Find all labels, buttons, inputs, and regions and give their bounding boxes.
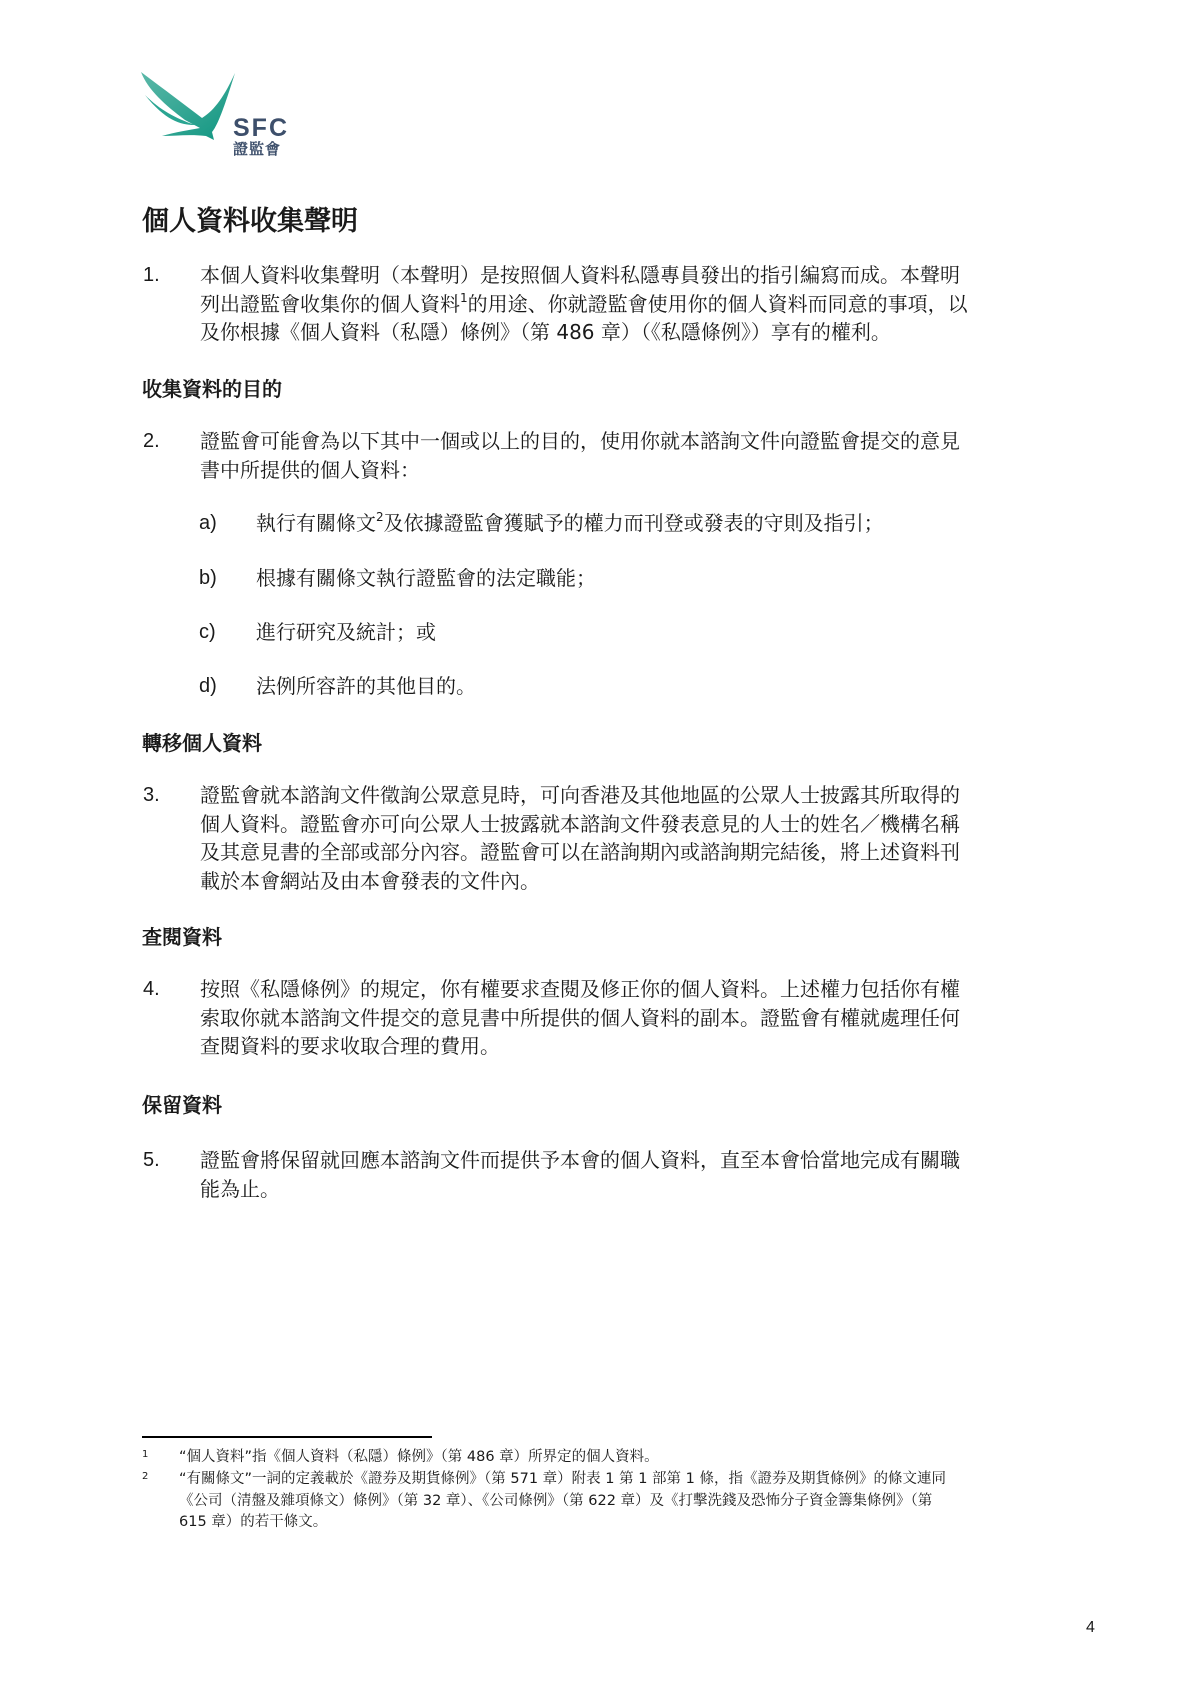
section-heading: 查閱資料 bbox=[142, 925, 222, 949]
footnote-ref[interactable]: 1 bbox=[460, 290, 468, 305]
footnote-1 bbox=[142, 1447, 1042, 1469]
paragraph-line: 查閱資料的要求收取合理的費用。 bbox=[200, 1034, 500, 1058]
paragraph-line: 及你根據《個人資料（私隱）條例》（第 486 章）（《私隱條例》）享有的權利。 bbox=[200, 320, 891, 344]
text-segment: 及依據證監會獲賦予的權力而刊登或發表的守則及指引； bbox=[383, 511, 884, 535]
paragraph-line: 個人資料。證監會亦可向公眾人士披露就本諮詢文件發表意見的人士的姓名／機構名稱 bbox=[200, 811, 960, 836]
item-text: 進行研究及統計；或 bbox=[256, 620, 436, 644]
item-label: c) bbox=[199, 621, 216, 643]
footnote-number: 2 bbox=[142, 1471, 149, 1482]
paragraph-2 bbox=[143, 427, 1043, 484]
footnote-line: “有關條文”一詞的定義載於《證券及期貨條例》（第 571 章）附表 1 第 1 部第 1 條，指《證券及期貨條例》的條文連同 bbox=[179, 1471, 946, 1487]
footnote-divider bbox=[142, 1436, 432, 1438]
page-title: 個人資料收集聲明 bbox=[142, 206, 358, 237]
item-text: 根據有關條文執行證監會的法定職能； bbox=[256, 566, 596, 590]
purpose-item-b bbox=[199, 564, 596, 592]
paragraph-number: 5. bbox=[143, 1149, 160, 1171]
section-heading: 保留資料 bbox=[142, 1093, 222, 1117]
purpose-item-a bbox=[199, 509, 884, 537]
item-label: b) bbox=[199, 567, 217, 589]
section-heading: 收集資料的目的 bbox=[142, 377, 282, 401]
footnote-line: “個人資料”指《個人資料（私隱）條例》（第 486 章）所界定的個人資料。 bbox=[179, 1449, 659, 1465]
purpose-item-d bbox=[199, 672, 476, 700]
paragraph-line bbox=[200, 290, 1043, 319]
paragraph-line: 證監會就本諮詢文件徵詢公眾意見時，可向香港及其他地區的公眾人士披露其所取得的 bbox=[200, 783, 960, 807]
paragraph-number: 2. bbox=[143, 430, 160, 452]
paragraph-line: 及其意見書的全部或部分內容。證監會可以在諮詢期內或諮詢期完結後，將上述資料刊 bbox=[200, 840, 960, 864]
logo-chinese-text: 證監會 bbox=[233, 141, 282, 158]
paragraph-number: 4. bbox=[143, 978, 160, 1000]
paragraph-3 bbox=[143, 781, 1043, 895]
paragraph-4 bbox=[143, 975, 1043, 1061]
section-heading: 轉移個人資料 bbox=[142, 731, 262, 755]
paragraph-line: 本個人資料收集聲明（本聲明）是按照個人資料私隱專員發出的指引編寫而成。本聲明 bbox=[200, 263, 960, 287]
logo-sfc-text: SFC bbox=[233, 114, 289, 142]
paragraph-line: 載於本會網站及由本會發表的文件內。 bbox=[200, 868, 540, 893]
eagle-logo-icon bbox=[140, 70, 235, 145]
item-label: d) bbox=[199, 675, 217, 697]
paragraph-line: 能為止。 bbox=[200, 1176, 280, 1201]
paragraph-line: 書中所提供的個人資料： bbox=[200, 457, 420, 482]
paragraph-line: 證監會可能會為以下其中一個或以上的目的，使用你就本諮詢文件向證監會提交的意見 bbox=[200, 429, 960, 453]
paragraph-line: 索取你就本諮詢文件提交的意見書中所提供的個人資料的副本。證監會有權就處理任何 bbox=[200, 1005, 960, 1030]
sfc-logo bbox=[140, 70, 290, 165]
page-number: 4 bbox=[1086, 1619, 1095, 1636]
paragraph-number: 3. bbox=[143, 784, 160, 806]
item-label: a) bbox=[199, 512, 217, 534]
purpose-item-c bbox=[199, 618, 436, 646]
paragraph-line: 按照《私隱條例》的規定，你有權要求查閱及修正你的個人資料。上述權力包括你有權 bbox=[200, 977, 960, 1001]
text-segment: 的用途、你就證監會使用你的個人資料而同意的事項，以 bbox=[467, 291, 968, 316]
text-segment: 執行有關條文 bbox=[256, 511, 376, 535]
paragraph-number: 1. bbox=[143, 264, 160, 286]
paragraph-1 bbox=[143, 261, 1043, 347]
paragraph-line: 證監會將保留就回應本諮詢文件而提供予本會的個人資料，直至本會恰當地完成有關職 bbox=[200, 1148, 960, 1172]
footnote-number: 1 bbox=[142, 1449, 149, 1460]
footnote-ref[interactable]: 2 bbox=[376, 510, 384, 524]
paragraph-5 bbox=[143, 1146, 1043, 1203]
footnote-2 bbox=[142, 1469, 1042, 1534]
text-segment: 列出證監會收集你的個人資料 bbox=[200, 291, 460, 316]
footnote-line: 《公司（清盤及雜項條文）條例》（第 32 章）、《公司條例》（第 622 章）及《打擊洗錢及恐怖分子資金籌集條例》（第 bbox=[179, 1492, 933, 1509]
footnote-line: 615 章）的若干條文。 bbox=[179, 1514, 328, 1530]
item-text: 法例所容許的其他目的。 bbox=[256, 674, 476, 698]
